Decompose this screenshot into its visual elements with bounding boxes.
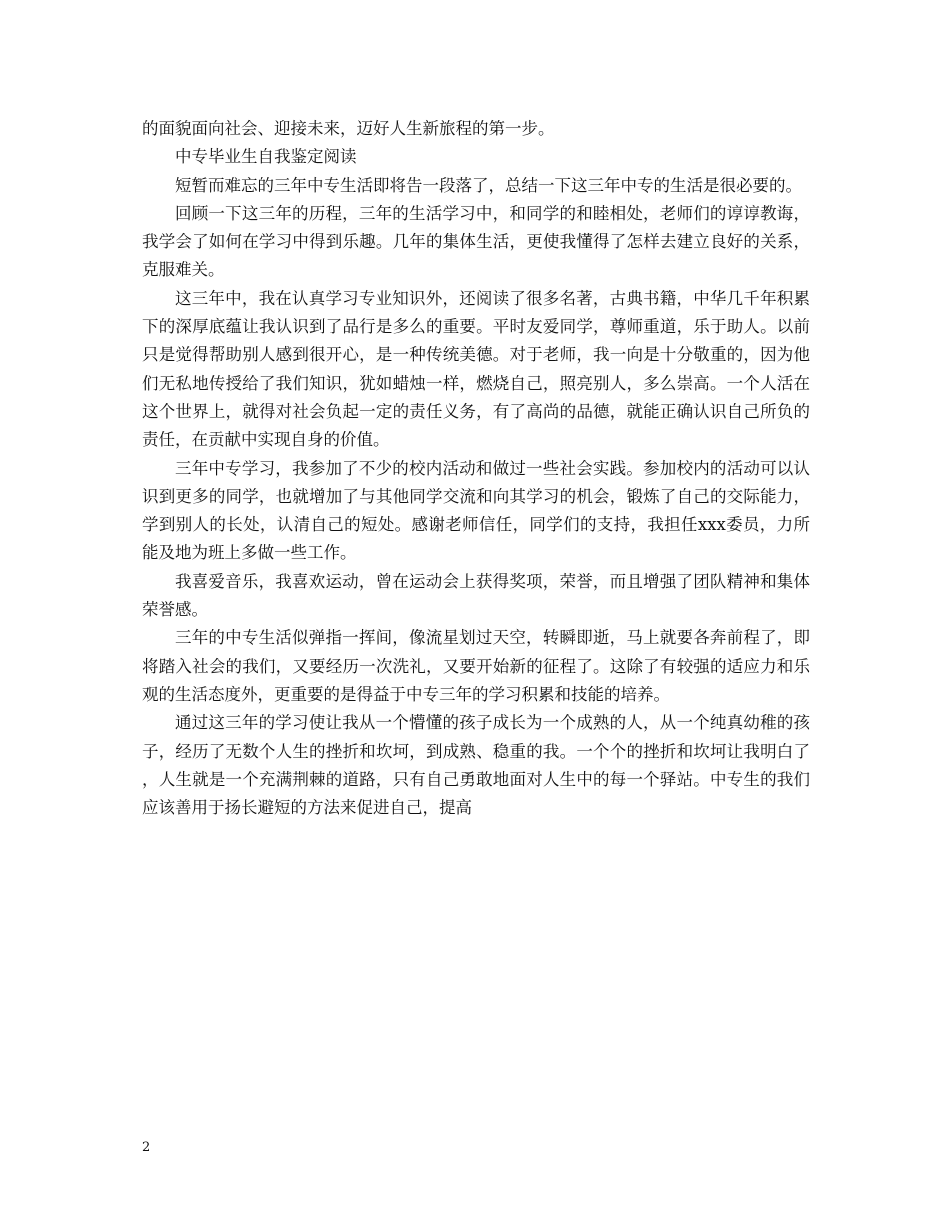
paragraph-5: 三年中专学习，我参加了不少的校内活动和做过一些社会实践。参加校内的活动可以认识到更多的同学，也就增加了与其他同学交流和向其学习的机会，锻炼了自己的交际能力，学到别人的长处，认清自己的短处。感谢老师信任，同学们的支持，我担任xxx委员，力所能及地为班上多做一些工作。	[142, 458, 810, 563]
paragraph-1: 的面貌面向社会、迎接未来，迈好人生新旅程的第一步。	[142, 119, 555, 138]
paragraph-8: 通过这三年的学习使让我从一个懵懂的孩子成长为一个成熟的人，从一个纯真幼稚的孩子，经历了无数个人生的挫折和坎坷，到成熟、稳重的我。一个个的挫折和坎坷让我明白了，人生就是一个充满荆棘的道路，只有自己勇敢地面对人生中的每一个驿站。中专生的我们应该善用于扬长避短的方法来促进自己，提高	[142, 713, 810, 818]
document-body	[142, 115, 810, 822]
section-heading: 中专毕业生自我鉴定阅读	[175, 147, 357, 167]
paragraph-4: 这三年中，我在认真学习专业知识外，还阅读了很多名著，古典书籍，中华几千年积累下的深厚底蕴让我认识到了品行是多么的重要。平时友爱同学，尊师重道，乐于助人。以前只是觉得帮助别人感到很开心，是一种传统美德。对于老师，我一向是十分敬重的，因为他们无私地传授给了我们知识，犹如蜡烛一样，燃烧自己，照亮别人，多么崇高。一个人活在这个世界上，就得对社会负起一定的责任义务，有了高尚的品德，就能正确认识自己所负的责任，在贡献中实现自身的价值。	[142, 288, 810, 450]
page-number: 2	[142, 1140, 151, 1155]
paragraph-3: 回顾一下这三年的历程，三年的生活学习中，和同学的和睦相处，老师们的谆谆教诲，我学会了如何在学习中得到乐趣。几年的集体生活，更使我懂得了怎样去建立良好的关系，克服难关。	[142, 203, 810, 280]
paragraph-2: 短暂而难忘的三年中专生活即将告一段落了，总结一下这三年中专的生活是很必要的。	[175, 175, 802, 195]
paragraph-7: 三年的中专生活似弹指一挥间，像流星划过天空，转瞬即逝，马上就要各奔前程了，即将踏入社会的我们，又要经历一次洗礼，又要开始新的征程了。这除了有较强的适应力和乐观的生活态度外，更重要的是得益于中专三年的学习积累和技能的培养。	[142, 628, 810, 704]
paragraph-6: 我喜爱音乐，我喜欢运动，曾在运动会上获得奖项，荣誉，而且增强了团队精神和集体荣誉感。	[142, 571, 810, 620]
